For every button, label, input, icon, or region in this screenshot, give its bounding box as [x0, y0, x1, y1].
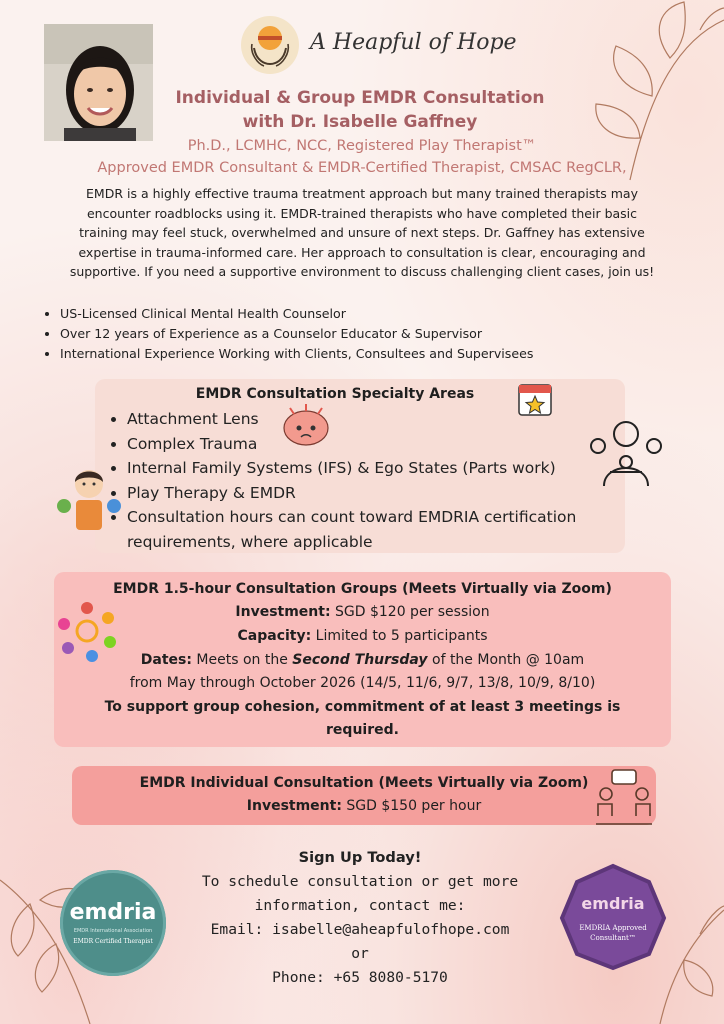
emotions-person-icon	[588, 416, 664, 494]
list-item: • Internal Family Systems (IFS) & Ego States (Parts work)	[127, 456, 637, 481]
individual-investment-value: SGD $150 per hour	[341, 798, 482, 814]
badge-wordmark: emdria	[69, 900, 157, 925]
therapist-photo	[44, 24, 153, 141]
group-cohesion-line-1: To support group cohesion, commitment of at least 3 meetings is	[104, 699, 621, 715]
individual-consultation-box	[72, 766, 656, 825]
group-capacity	[54, 628, 671, 644]
badge-small-text: EMDR International Association	[73, 928, 153, 934]
email-link[interactable]: Email: isabelle@aheapfulofhope.com	[210, 921, 510, 938]
credentials-line-2: Approved EMDR Consultant & EMDR-Certified Therapist, CMSAC RegCLR,	[97, 160, 627, 176]
heapful-of-hope-logo	[240, 14, 300, 76]
group-dates-line-2: from May through October 2026 (14/5, 11/6, 9/7, 13/8, 10/9, 8/10)	[129, 675, 596, 691]
group-capacity-label: Capacity:	[237, 628, 312, 644]
signup-line-2: information, contact me:	[254, 897, 466, 914]
signup-heading: Sign Up Today!	[298, 849, 422, 866]
group-cohesion-line-2: required.	[326, 722, 399, 738]
list-item: • Attachment Lens	[127, 407, 637, 432]
play-therapist-with-puppets-icon	[56, 462, 122, 538]
signup-section	[180, 846, 540, 990]
intro-line: EMDR is a highly effective trauma treatment approach but many trained therapists may	[86, 186, 638, 201]
title-line-2: with Dr. Isabelle Gaffney	[242, 112, 478, 132]
phone-link[interactable]: Phone: +65 8080-5170	[272, 969, 448, 986]
individual-heading: EMDR Individual Consultation (Meets Virtually via Zoom)	[139, 775, 589, 791]
intro-paragraph	[36, 184, 688, 282]
or-text: or	[351, 945, 369, 962]
intro-line: training may feel stuck, overwhelmed and unsure of next steps. Dr. Gaffney has extensive	[79, 225, 645, 240]
individual-investment-label: Investment:	[246, 798, 342, 814]
group-circle-people-icon	[56, 600, 118, 666]
list-item: • US-Licensed Clinical Mental Health Counselor	[60, 304, 533, 324]
title-line-1: Individual & Group EMDR Consultation	[175, 88, 545, 108]
specialty-heading: EMDR Consultation Specialty Areas	[195, 386, 475, 402]
emdria-certified-therapist-badge	[60, 870, 166, 976]
badge-caption-1: EMDRIA Approved	[579, 924, 647, 932]
signup-line-1: To schedule consultation or get more	[201, 873, 519, 890]
group-investment-value: SGD $120 per session	[330, 604, 490, 620]
list-item: • Consultation hours can count toward EMDRIA certification requirements, where applicable	[127, 505, 637, 554]
intro-line: supportive. If you need a supportive environment to discuss challenging client cases, join us!	[69, 264, 655, 279]
specialty-list	[107, 407, 637, 554]
group-dates	[54, 652, 671, 668]
group-dates-label: Dates:	[140, 652, 192, 668]
emdria-approved-consultant-badge	[558, 862, 668, 972]
intro-line: expertise in trauma-informed care. Her approach to consultation is clear, encouraging and	[78, 244, 646, 260]
individual-investment	[72, 798, 656, 814]
intro-line: encounter roadblocks using it. EMDR-trained therapists who have completed their basic	[86, 205, 638, 221]
group-investment-label: Investment:	[235, 604, 331, 620]
group-dates-post: of the Month @ 10am	[427, 652, 585, 668]
credentials-line-1: Ph.D., LCMHC, NCC, Registered Play Therapist™	[187, 138, 537, 154]
group-investment	[54, 604, 671, 620]
list-item: • International Experience Working with Clients, Consultees and Supervisees	[60, 344, 533, 364]
badge-caption: EMDR Certified Therapist	[73, 938, 153, 945]
group-dates-pre: Meets on the	[191, 652, 293, 668]
list-item: • Complex Trauma	[127, 432, 637, 457]
list-item: • Play Therapy & EMDR	[127, 481, 637, 506]
list-item: • Over 12 years of Experience as a Counselor Educator & Supervisor	[60, 324, 533, 344]
stressed-brain-icon	[276, 402, 336, 452]
brand-name: A Heapful of Hope	[310, 30, 517, 55]
group-capacity-value: Limited to 5 participants	[311, 628, 488, 644]
badge-caption-2: Consultant™	[590, 934, 636, 942]
group-consultation-box	[54, 572, 671, 747]
qualifications-list	[40, 304, 533, 364]
page-title	[150, 86, 570, 134]
badge-wordmark: emdria	[581, 894, 645, 913]
group-dates-emphasis: Second Thursday	[292, 652, 428, 668]
group-heading: EMDR 1.5-hour Consultation Groups (Meets Virtually via Zoom)	[113, 581, 612, 597]
two-people-talking-icon	[592, 768, 656, 832]
